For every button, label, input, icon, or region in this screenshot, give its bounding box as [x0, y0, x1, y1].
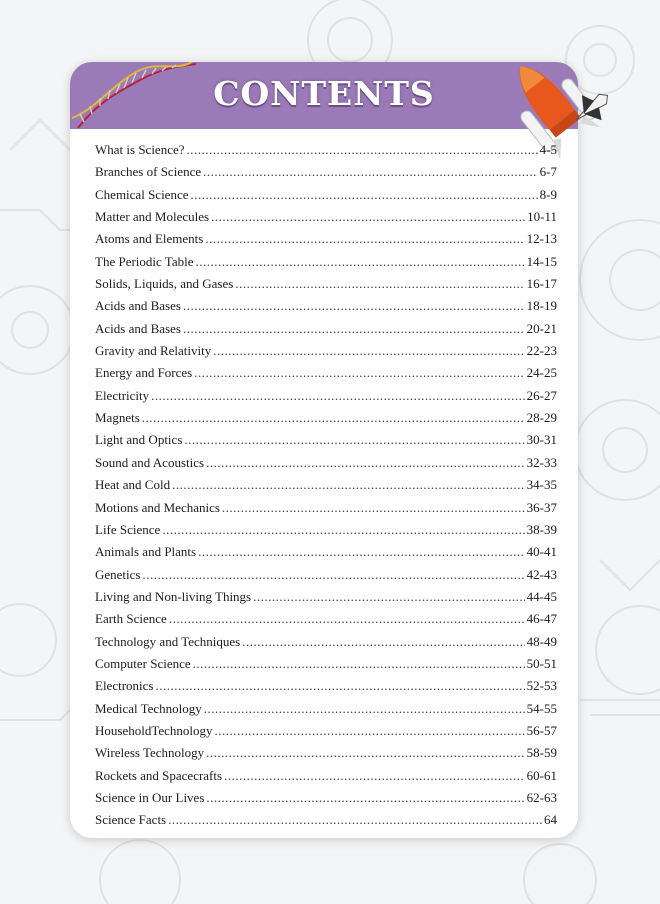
- toc-entry: [95, 209, 557, 231]
- dot-leader: [193, 656, 525, 672]
- toc-entry-title: Motions and Mechanics: [95, 499, 220, 515]
- dot-leader: [203, 164, 538, 180]
- dot-leader: [183, 321, 525, 337]
- dot-leader: [187, 142, 538, 158]
- toc-entry-pages: 54-55: [526, 700, 557, 716]
- toc-entry-title: Electricity: [95, 387, 150, 403]
- toc-entry: [95, 231, 557, 253]
- dot-leader: [142, 410, 525, 426]
- toc-entry-title: Matter and Molecules: [95, 209, 210, 225]
- toc-entry: [95, 567, 557, 589]
- toc-entry: [95, 455, 557, 477]
- toc-entry: [95, 142, 557, 164]
- page-title: CONTENTS: [213, 74, 435, 113]
- dot-leader: [151, 388, 525, 404]
- toc-entry-title: Atoms and Elements: [95, 231, 204, 247]
- toc-entry-title: Sound and Acoustics: [95, 454, 205, 470]
- toc-entry: [95, 187, 557, 209]
- toc-entry: [95, 410, 557, 432]
- toc-entry-title: What is Science?: [95, 142, 185, 157]
- toc-entry-pages: 48-49: [526, 633, 557, 649]
- toc-entry-pages: 32-33: [526, 454, 557, 470]
- toc-entry: [95, 589, 557, 611]
- dot-leader: [194, 365, 524, 381]
- dot-leader: [169, 611, 525, 627]
- dot-leader: [235, 276, 524, 292]
- dot-leader: [142, 567, 524, 583]
- dot-leader: [172, 477, 525, 493]
- toc-entry-pages: 20-21: [526, 320, 557, 336]
- toc-entry: [95, 768, 557, 790]
- dot-leader: [184, 432, 524, 448]
- dot-leader: [206, 745, 524, 761]
- toc-entry-title: Living and Non-living Things: [95, 588, 252, 604]
- toc-entry-title: Chemical Science: [95, 186, 189, 202]
- toc-entry-title: Wireless Technology: [95, 745, 205, 761]
- toc-entry-pages: 6-7: [539, 164, 557, 180]
- dot-leader: [191, 187, 538, 203]
- dot-leader: [253, 589, 525, 605]
- toc-entry-pages: 50-51: [526, 655, 557, 671]
- toc-entry-title: Technology and Techniques: [95, 633, 241, 649]
- toc-entry-title: Genetics: [95, 566, 141, 582]
- toc-entry: [95, 164, 557, 186]
- toc-entry-title: Life Science: [95, 521, 161, 537]
- table-of-contents: [95, 142, 557, 835]
- toc-entry: [95, 723, 557, 745]
- toc-entry-title: Gravity and Relativity: [95, 343, 212, 359]
- dot-leader: [183, 298, 525, 314]
- toc-entry: [95, 500, 557, 522]
- toc-entry: [95, 432, 557, 454]
- toc-entry: [95, 812, 557, 834]
- toc-entry-title: Earth Science: [95, 611, 167, 627]
- toc-entry: [95, 678, 557, 700]
- dot-leader: [195, 254, 524, 270]
- toc-entry-pages: 22-23: [526, 343, 557, 359]
- toc-entry-pages: 4-5: [539, 142, 557, 157]
- toc-entry-title: Computer Science: [95, 655, 191, 671]
- toc-entry-pages: 42-43: [526, 566, 557, 582]
- toc-entry-title: Science Facts: [95, 812, 167, 828]
- toc-entry-pages: 8-9: [539, 186, 557, 202]
- toc-entry: [95, 745, 557, 767]
- toc-entry-title: Acids and Bases: [95, 320, 181, 336]
- toc-entry-title: Light and Optics: [95, 432, 183, 448]
- dot-leader: [205, 231, 524, 247]
- toc-entry-title: Magnets: [95, 410, 140, 426]
- toc-entry-pages: 10-11: [527, 209, 557, 225]
- dot-leader: [211, 209, 525, 225]
- toc-entry: [95, 790, 557, 812]
- toc-entry: [95, 477, 557, 499]
- toc-entry-pages: 44-45: [526, 588, 557, 604]
- toc-entry-title: Rockets and Spacecrafts: [95, 767, 223, 783]
- dot-leader: [215, 723, 525, 739]
- toc-entry-pages: 16-17: [526, 276, 557, 292]
- toc-entry-pages: 30-31: [526, 432, 557, 448]
- toc-entry: [95, 634, 557, 656]
- toc-entry: [95, 321, 557, 343]
- dot-leader: [222, 500, 525, 516]
- toc-entry: [95, 611, 557, 633]
- toc-entry-pages: 52-53: [526, 678, 557, 694]
- toc-entry: [95, 656, 557, 678]
- toc-entry-title: Acids and Bases: [95, 298, 181, 314]
- dot-leader: [162, 522, 524, 538]
- toc-entry-pages: 18-19: [526, 298, 557, 314]
- toc-entry: [95, 298, 557, 320]
- toc-entry-title: Electronics: [95, 678, 154, 694]
- toc-entry-pages: 46-47: [526, 611, 557, 627]
- toc-entry: [95, 343, 557, 365]
- toc-entry-pages: 26-27: [526, 387, 557, 403]
- toc-entry-pages: 14-15: [526, 253, 557, 269]
- toc-entry-pages: 40-41: [526, 544, 557, 560]
- toc-entry-title: Heat and Cold: [95, 477, 171, 493]
- toc-entry: [95, 365, 557, 387]
- toc-entry-title: The Periodic Table: [95, 253, 194, 269]
- dot-leader: [155, 678, 524, 694]
- toc-entry: [95, 544, 557, 566]
- dot-leader: [242, 634, 524, 650]
- toc-entry: [95, 254, 557, 276]
- toc-entry: [95, 522, 557, 544]
- toc-entry-pages: 58-59: [526, 745, 557, 761]
- toc-entry-pages: 12-13: [526, 231, 557, 247]
- toc-entry-title: Animals and Plants: [95, 544, 197, 560]
- toc-entry-pages: 56-57: [526, 722, 557, 738]
- toc-entry-pages: 62-63: [526, 789, 557, 805]
- toc-entry-pages: 64: [544, 812, 557, 828]
- toc-entry-pages: 38-39: [526, 521, 557, 537]
- toc-entry-pages: 24-25: [526, 365, 557, 381]
- toc-entry-pages: 34-35: [526, 477, 557, 493]
- toc-entry-title: Medical Technology: [95, 700, 202, 716]
- dot-leader: [224, 768, 525, 784]
- toc-entry-title: Science in Our Lives: [95, 789, 205, 805]
- dot-leader: [198, 544, 525, 560]
- dot-leader: [213, 343, 524, 359]
- toc-entry: [95, 276, 557, 298]
- toc-entry: [95, 701, 557, 723]
- toc-entry-title: Branches of Science: [95, 164, 202, 180]
- dot-leader: [168, 812, 542, 828]
- toc-entry-pages: 28-29: [526, 410, 557, 426]
- toc-entry-pages: 60-61: [526, 767, 557, 783]
- toc-entry-title: HouseholdTechnology: [95, 722, 213, 738]
- toc-entry-pages: 36-37: [526, 499, 557, 515]
- toc-entry-title: Energy and Forces: [95, 365, 193, 381]
- dot-leader: [206, 790, 524, 806]
- dot-leader: [204, 701, 525, 717]
- dot-leader: [206, 455, 525, 471]
- toc-entry: [95, 388, 557, 410]
- toc-entry-title: Solids, Liquids, and Gases: [95, 276, 234, 292]
